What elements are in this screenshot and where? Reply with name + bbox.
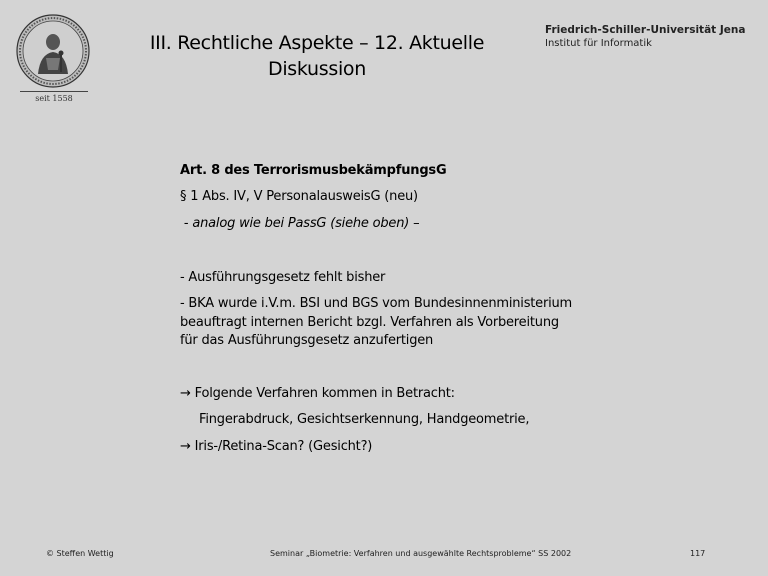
analog-prefix: - (180, 216, 193, 231)
bullet-bka-line3: für das Ausführungsgesetz anzufertigen (180, 333, 434, 348)
seal-rule (20, 91, 88, 92)
bullet-bka-line2: beauftragt internen Bericht bzgl. Verfahren als Vorbereitung (180, 315, 559, 330)
content-line-personalausweis: § 1 Abs. IV, V PersonalausweisG (neu) (180, 189, 418, 204)
slide-title-line1: III. Rechtliche Aspekte – 12. Aktuelle (149, 32, 485, 54)
content-line-analog (180, 215, 419, 233)
institute-name: Institut für Informatik (545, 38, 652, 49)
footer-author: © Steffen Wettig (46, 549, 114, 558)
slide-title (130, 30, 504, 82)
arrow-icon: → (180, 386, 191, 401)
analog-italic: analog wie bei PassG (siehe oben) (192, 216, 410, 231)
conclusion-verfahren-text: Folgende Verfahren kommen in Betracht: (194, 386, 455, 401)
conclusion-iris-text: Iris-/Retina-Scan? (Gesicht?) (194, 439, 373, 454)
bullet-bka-line1: - BKA wurde i.V.m. BSI und BGS vom Bundesinnenministerium (180, 296, 573, 311)
slide-title-line2: Diskussion (267, 58, 366, 80)
seal-caption: seit 1558 (35, 94, 73, 103)
conclusion-iris (180, 438, 372, 456)
university-name: Friedrich-Schiller-Universität Jena (545, 24, 746, 36)
footer-page-number: 117 (690, 549, 706, 558)
analog-suffix: – (409, 216, 420, 231)
arrow-icon: → (180, 439, 191, 454)
bullet-ausfuehrungsgesetz: - Ausführungsgesetz fehlt bisher (180, 270, 386, 285)
content-heading: Art. 8 des TerrorismusbekämpfungsG (180, 163, 447, 178)
conclusion-verfahren (180, 385, 455, 403)
footer-seminar: Seminar „Biometrie: Verfahren und ausgewählte Rechtsprobleme“ SS 2002 (270, 549, 572, 558)
conclusion-verfahren-detail: Fingerabdruck, Gesichtserkennung, Handgeometrie, (199, 412, 530, 427)
university-seal-logo (16, 14, 90, 88)
